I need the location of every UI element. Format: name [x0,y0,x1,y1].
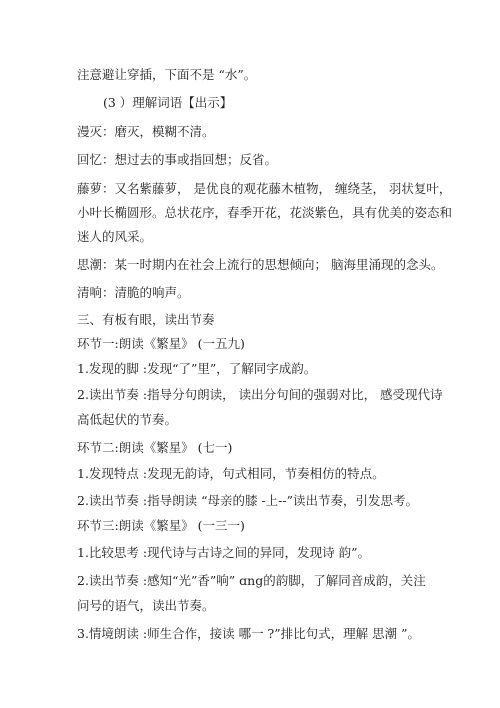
section-heading: 三、有板有眼，读出节奏 [77,312,215,327]
text-line: 藤萝：又名紫藤萝， 是优良的观花藤木植物， 缠绕茎， 羽状复叶， [77,181,452,196]
text-line: 思潮：某一时期内在社会上流行的思想倾向； 脑海里涌现的念头。 [77,257,444,272]
text-line: 2.读出节奏 :感知“光”香”响” ɑng的韵脚，了解同音成韵，关注 [77,573,426,588]
text-line: 2.读出节奏 :指导朗读 “母亲的膝 -上--”读出节奏，引发思考。 [77,493,419,508]
text-line: 高低起伏的节奏。 [77,412,178,427]
text-line: 清响：清脆的响声。 [77,285,190,300]
text-line: 环节一:朗读《繁星》 (一五九) [77,336,245,351]
text-line: 小叶长椭圆形。总状花序，春季开花，花淡紫色，具有优美的姿态和 [77,205,453,220]
text-line: 迷人的风采。 [77,229,153,244]
text-line: 环节二:朗读《繁星》 (七一) [77,440,233,455]
text-line: 1.比较思考 :现代诗与古诗之间的异同，发现诗 韵”。 [77,545,370,560]
text-line: 问号的语气，读出节奏。 [77,598,215,613]
text-line: 回忆：想过去的事或指回想；反省。 [77,152,278,167]
text-line: 1.发现的脚 :发现“了”里”，了解同字成韵。 [77,361,317,376]
text-line: 2.读出节奏 :指导分句朗读， 读出分句间的强弱对比， 感受现代诗 [77,387,443,402]
text-line: 漫灭：磨灭，模糊不清。 [77,124,215,139]
text-line: 注意避让穿插，下面不是 “水”。 [77,67,257,82]
text-line: 环节三:朗读《繁星》 (一三一) [77,518,245,533]
text-line: (3 ）理解词语【出示】 [103,95,233,110]
text-line: 3.情境朗读 :师生合作，接读 哪一 ?”排比句式，理解 思潮 ”。 [77,626,420,641]
text-line: 1.发现特点 :发现无韵诗，句式相同，节奏相仿的特点。 [77,466,385,481]
